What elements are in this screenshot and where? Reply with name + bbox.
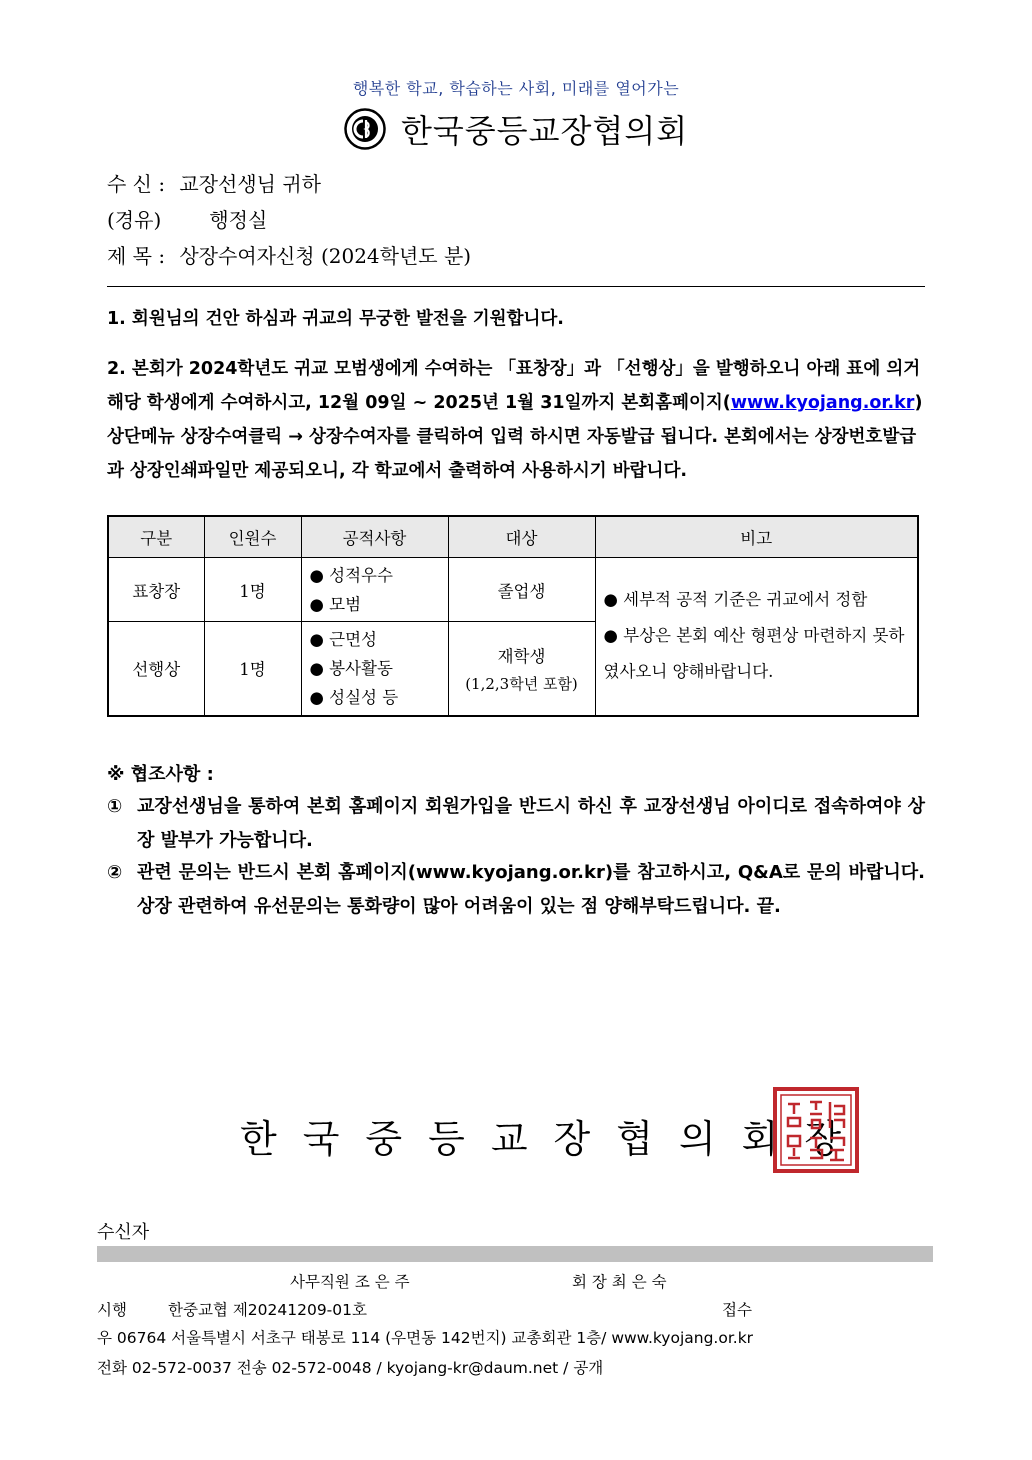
target-sub: (1,2,3학년 포함): [465, 674, 578, 693]
table-row: [108, 558, 918, 622]
header-divider: [107, 286, 925, 287]
paragraph-1: 1. 회원님의 건안 하심과 귀교의 무궁한 발전을 기원합니다.: [107, 309, 564, 329]
org-logo-icon: [344, 108, 386, 150]
header-remarks: 비고: [595, 516, 918, 558]
list-item: ● 모범: [309, 594, 362, 614]
row-merits: [301, 622, 448, 716]
to-value: 교장선생님 귀하: [179, 172, 321, 196]
note-item-1: [107, 790, 925, 858]
remark-item: ● 부상은 본회 예산 형편상 마련하지 못하였사오니 양해바랍니다.: [603, 626, 905, 682]
paragraph-2-text-a: 2. 본회가 2024학년도 귀교 모범생에게 수여하는 「표창장」과 「선행상」을 발행하오니 아래 표에 의거 해당 학생에게 수여하시고, 12월 09일 ~ 2025년 1월 31일까지 본회홈페이지(: [107, 359, 921, 413]
note-number: ②: [107, 862, 123, 883]
homepage-link[interactable]: www.kyojang.or.kr: [730, 393, 915, 413]
remarks-cell: [595, 558, 918, 716]
contact-info: 전화 02-572-0037 전송 02-572-0048 / kyojang-kr@daum.net / 공개: [97, 1359, 604, 1377]
president-name: 회 장 최 은 숙: [572, 1273, 667, 1291]
subject-line: [107, 240, 471, 269]
note-text: 교장선생님을 통하여 본회 홈페이지 회원가입을 반드시 하신 후 교장선생님 아이디로 접속하여야 상장 발부가 가능합니다.: [137, 796, 925, 851]
to-line: [107, 168, 321, 197]
note-number: ①: [107, 796, 123, 817]
paragraph-2: [107, 352, 925, 488]
list-item: ● 성적우수: [309, 565, 393, 585]
row-type: 선행상: [108, 622, 204, 716]
receipt-label: 접수: [722, 1301, 752, 1319]
signer-name: 한국중등교장협의회장: [240, 1117, 868, 1161]
remark-item: ● 세부적 공적 기준은 귀교에서 정함: [603, 590, 868, 610]
slogan: 행복한 학교, 학습하는 사회, 미래를 열어가는: [352, 79, 680, 98]
org-header: [0, 106, 1032, 152]
list-item: ● 성실성 등: [309, 687, 399, 707]
header-merits: 공적사항: [301, 516, 448, 558]
note-text: 관련 문의는 반드시 본회 홈페이지(www.kyojang.or.kr)를 참고하시고, Q&A로 문의 바랍니다. 상장 관련하여 유선문의는 통화량이 많아 어려움이 있는 점 양해부탁드립니다. 끝.: [137, 862, 925, 917]
row-target: 졸업생: [448, 558, 595, 622]
header-type: 구분: [108, 516, 204, 558]
issue-label: 시행: [97, 1301, 127, 1319]
target-main: 재학생: [497, 646, 546, 666]
via-value: 행정실: [209, 208, 268, 232]
row-count: 1명: [204, 622, 301, 716]
note-item-2: [107, 856, 925, 924]
list-item: ● 봉사활동: [309, 658, 393, 678]
recipients-label: 수신자: [97, 1222, 150, 1243]
official-seal-icon: [772, 1086, 860, 1174]
subject-value: 상장수여자신청 (2024학년도 분): [179, 244, 472, 268]
header-count: 인원수: [204, 516, 301, 558]
row-target: [448, 622, 595, 716]
row-count: 1명: [204, 558, 301, 622]
staff-name: 사무직원 조 은 주: [290, 1273, 410, 1291]
list-item: ● 근면성: [309, 629, 377, 649]
via-line: [107, 204, 267, 233]
org-name: 한국중등교장협의회: [400, 112, 689, 150]
notes-title: ※ 협조사항 :: [107, 764, 214, 785]
issue-number: 한중교협 제20241209-01호: [168, 1301, 367, 1319]
recipients-bar: [97, 1246, 933, 1262]
header-target: 대상: [448, 516, 595, 558]
via-label: (경유): [107, 208, 162, 232]
paragraph-2-text-b: ) 상단메뉴 상장수여클릭 → 상장수여자를 클릭하여 입력 하시면 자동발급 됩니다. 본회에서는 상장번호발급과 상장인쇄파일만 제공되오니, 각 학교에서 출력하여 사용하시기 바랍니다.: [107, 393, 923, 481]
awards-table: [107, 515, 919, 717]
row-merits: [301, 558, 448, 622]
row-type: 표창장: [108, 558, 204, 622]
table-header-row: [108, 516, 918, 558]
to-label: 수 신 :: [107, 172, 166, 196]
subject-label: 제 목 :: [107, 244, 166, 268]
address: 우 06764 서울특별시 서초구 태봉로 114 (우면동 142번지) 교총회관 1층/ www.kyojang.or.kr: [97, 1329, 754, 1347]
